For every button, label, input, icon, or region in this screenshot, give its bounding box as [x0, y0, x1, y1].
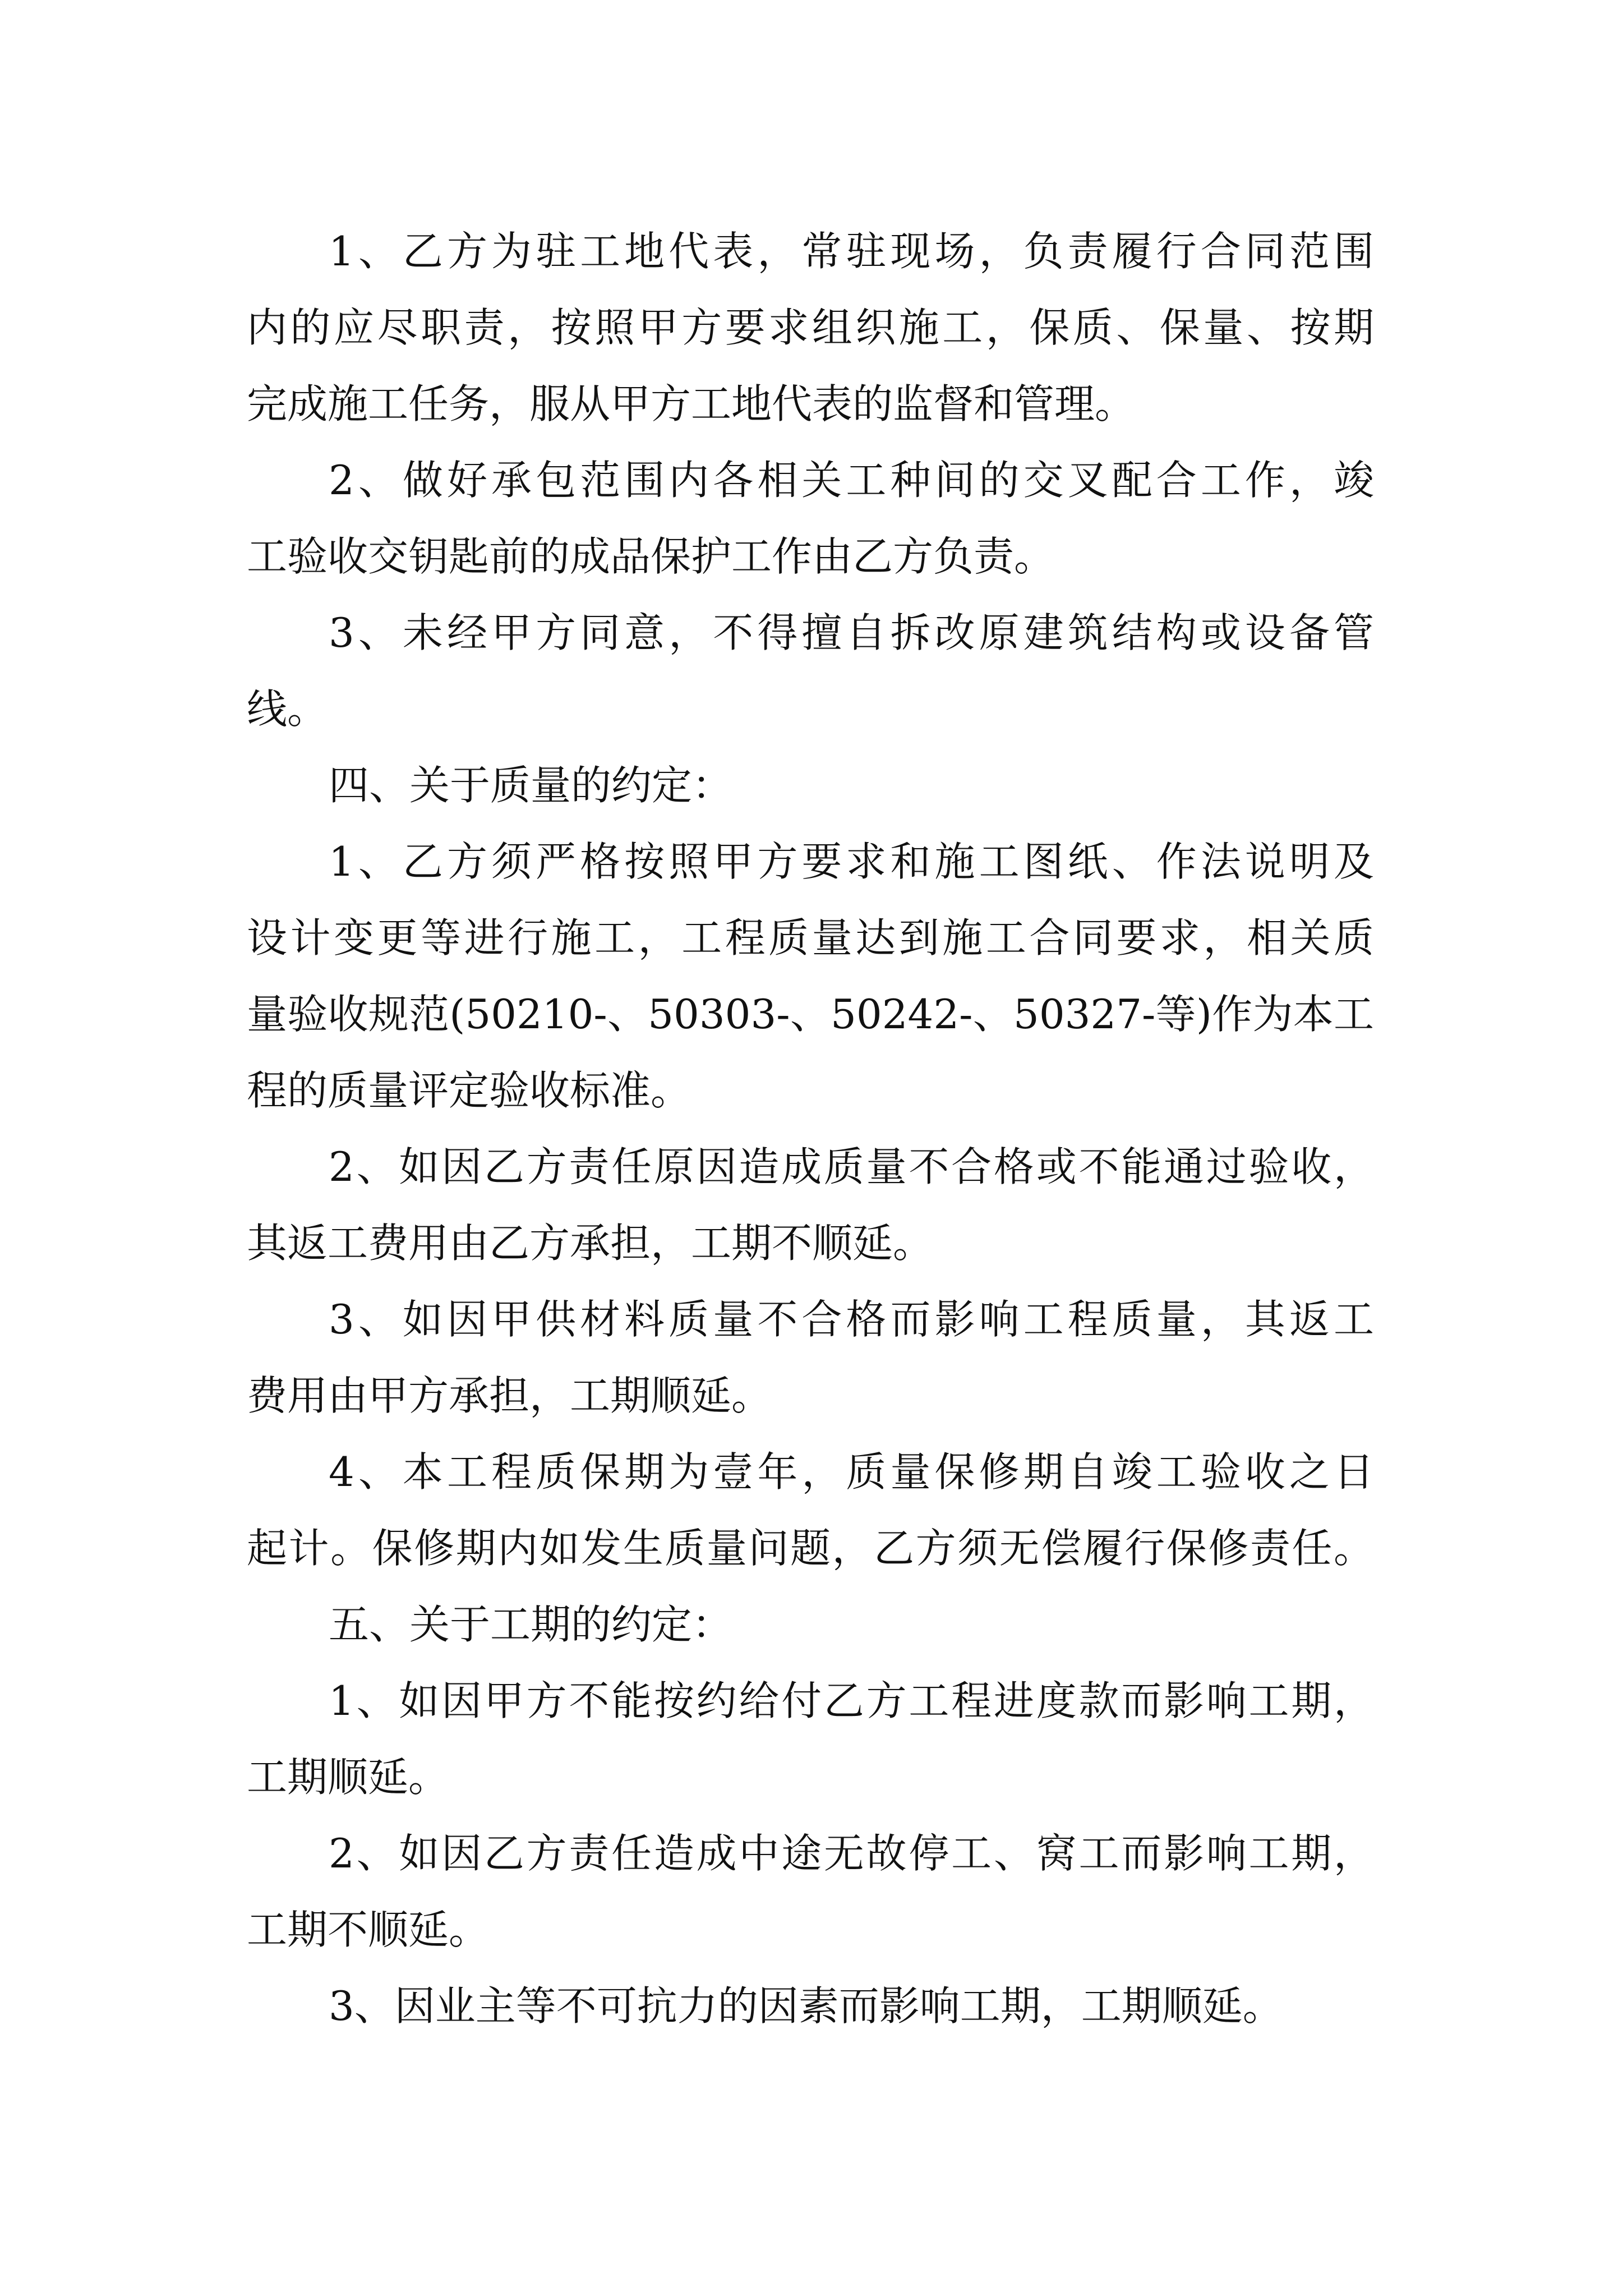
- paragraph-10: [247, 1663, 1374, 1815]
- text-line: 设计变更等进行施工，工程质量达到施工合同要求，相关质: [247, 914, 1374, 961]
- document-body: [247, 213, 1374, 2044]
- text-line: 3、因业主等不可抗力的因素而影响工期，工期顺延。: [329, 1982, 1283, 2030]
- section-heading: 五、关于工期的约定：: [329, 1601, 733, 1648]
- text-line: 1、乙方须严格按照甲方要求和施工图纸、作法说明及: [329, 838, 1374, 885]
- text-line: 1、乙方为驻工地代表，常驻现场，负责履行合同范围: [329, 228, 1374, 275]
- text-line: 2、做好承包范围内各相关工种间的交叉配合工作，竣: [329, 457, 1374, 504]
- section-heading-quality: [247, 747, 1374, 823]
- paragraph-2: [247, 442, 1374, 595]
- text-line: 1、如因甲方不能按约给付乙方工程进度款而影响工期，: [329, 1677, 1374, 1724]
- text-line: 起计。保修期内如发生质量问题，乙方须无偿履行保修责任。: [247, 1525, 1374, 1572]
- text-line: 4、本工程质保期为壹年，质量保修期自竣工验收之日: [329, 1448, 1374, 1496]
- text-line: 费用由甲方承担，工期顺延。: [247, 1372, 772, 1419]
- text-line: 工期不顺延。: [247, 1906, 490, 1953]
- paragraph-5: [247, 823, 1374, 1129]
- text-line: 内的应尽职责，按照甲方要求组织施工，保质、保量、按期: [247, 304, 1374, 351]
- paragraph-11: [247, 1815, 1374, 1968]
- text-line: 3、未经甲方同意，不得擅自拆改原建筑结构或设备管: [329, 609, 1374, 656]
- text-line: 工验收交钥匙前的成品保护工作由乙方负责。: [247, 533, 1055, 580]
- text-line: 程的质量评定验收标准。: [247, 1067, 691, 1114]
- text-line: 2、如因乙方责任造成中途无故停工、窝工而影响工期，: [329, 1830, 1374, 1877]
- paragraph-6: [247, 1129, 1374, 1281]
- section-heading: 四、关于质量的约定：: [329, 762, 733, 809]
- text-line: 其返工费用由乙方承担，工期不顺延。: [247, 1220, 934, 1267]
- text-line: 3、如因甲供材料质量不合格而影响工程质量，其返工: [329, 1296, 1374, 1343]
- text-line: 量验收规范(50210-、50303-、50242-、50327-等)作为本工: [247, 991, 1374, 1038]
- paragraph-12: [247, 1968, 1374, 2044]
- paragraph-7: [247, 1281, 1374, 1434]
- text-line: 线。: [247, 685, 328, 733]
- text-line: 工期顺延。: [247, 1754, 449, 1801]
- section-heading-schedule: [247, 1586, 1374, 1663]
- text-line: 2、如因乙方责任原因造成质量不合格或不能通过验收，: [329, 1143, 1374, 1190]
- text-line: 完成施工任务，服从甲方工地代表的监督和管理。: [247, 380, 1136, 427]
- paragraph-8: [247, 1434, 1374, 1586]
- paragraph-3: [247, 595, 1374, 747]
- paragraph-1: [247, 213, 1374, 442]
